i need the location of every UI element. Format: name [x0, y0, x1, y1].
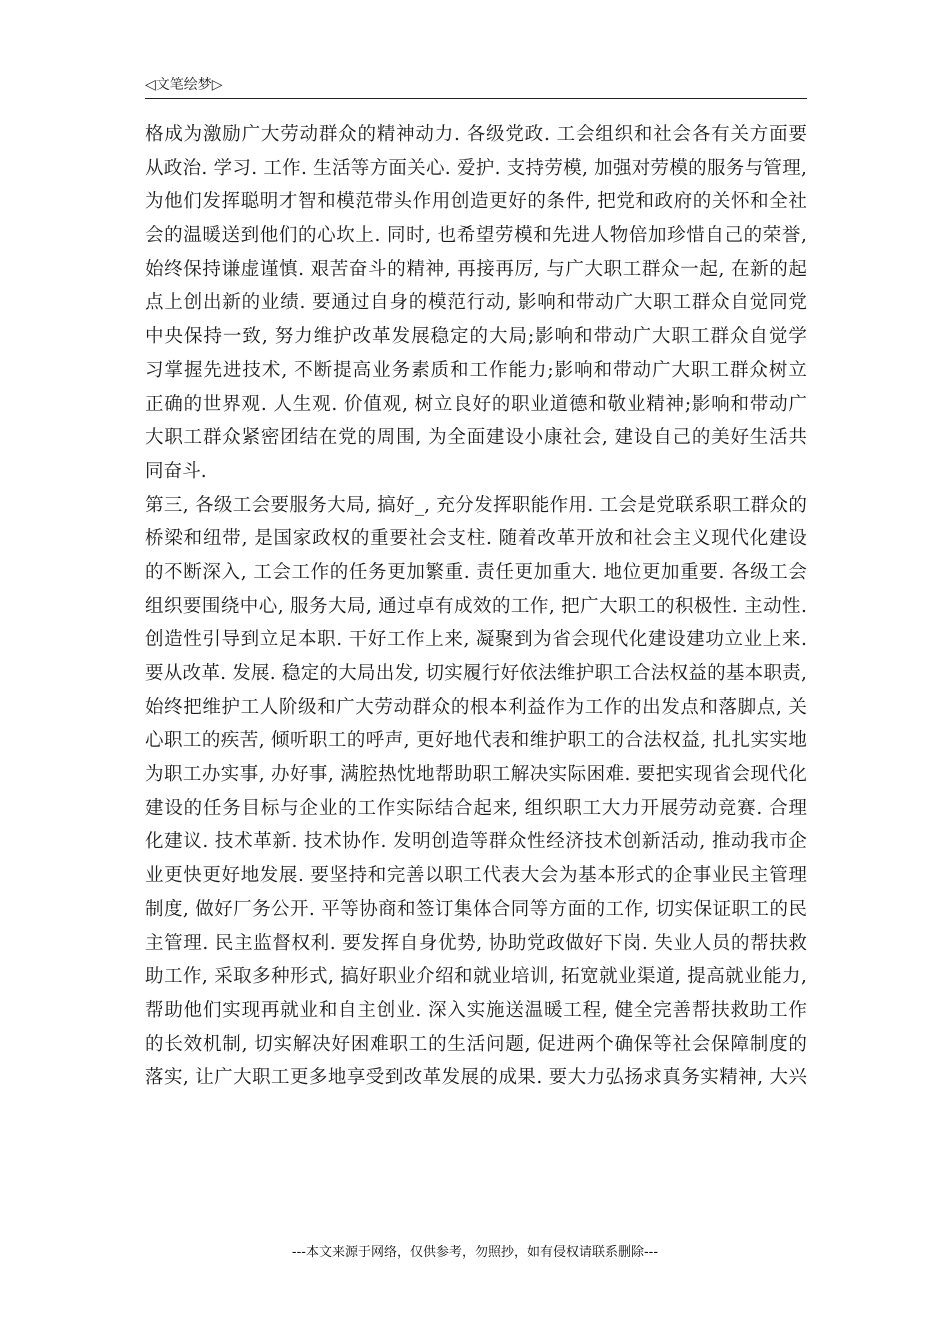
text-line: 始终把维护工人阶级和广大劳动群众的根本利益作为工作的出发点和落脚点, 关 [145, 696, 807, 718]
text-line: 同奋斗. [145, 460, 207, 482]
page-header [145, 72, 807, 99]
text-line: 第三, 各级工会要服务大局, 搞好_, 充分发挥职能作用. 工会是党联系职工群众的 [145, 494, 807, 516]
text-line: 要从改革. 发展. 稳定的大局出发, 切实履行好依法维护职工合法权益的基本职责, [145, 663, 807, 684]
text-line: 格成为激励广大劳动群众的精神动力. 各级党政. 工会组织和社会各有关方面要 [145, 124, 807, 145]
page-footer: ---本文来源于网络，仅供参考，勿照抄，如有侵权请联系删除--- [291, 1245, 659, 1260]
text-line: 点上创出新的业绩. 要通过自身的模范行动, 影响和带动广大职工群众自觉同党 [145, 292, 807, 314]
text-line: 习掌握先进技术, 不断提高业务素质和工作能力;影响和带动广大职工群众树立 [145, 359, 807, 381]
document-body [145, 118, 807, 1095]
text-line: 助工作, 采取多种形式, 搞好职业介绍和就业培训, 拓宽就业渠道, 提高就业能力, [145, 966, 807, 988]
text-line: 会的温暖送到他们的心坎上. 同时, 也希望劳模和先进人物倍加珍惜自己的荣誉, [145, 225, 807, 247]
text-line: 的长效机制, 切实解决好困难职工的生活问题, 促进两个确保等社会保障制度的 [145, 1033, 807, 1055]
text-line: 中央保持一致, 努力维护改革发展稳定的大局;影响和带动广大职工群众自觉学 [145, 326, 807, 348]
text-line: 桥梁和纽带, 是国家政权的重要社会支柱. 随着改革开放和社会主义现代化建设 [145, 528, 807, 550]
text-line: 创造性引导到立足本职. 干好工作上来, 凝聚到为省会现代化建设建功立业上来. [145, 629, 807, 651]
text-line: 主管理. 民主监督权利. 要发挥自身优势, 协助党政做好下岗. 失业人员的帮扶救 [145, 932, 807, 954]
text-line: 帮助他们实现再就业和自主创业. 深入实施送温暖工程, 健全完善帮扶救助工作 [145, 999, 807, 1021]
text-line: 落实, 让广大职工更多地享受到改革发展的成果. 要大力弘扬求真务实精神, 大兴 [145, 1067, 807, 1089]
text-line: 大职工群众紧密团结在党的周围, 为全面建设小康社会, 建设自己的美好生活共 [145, 427, 807, 449]
text-line: 化建议. 技术革新. 技术协作. 发明创造等群众性经济技术创新活动, 推动我市企 [145, 831, 807, 853]
text-line: 正确的世界观. 人生观. 价值观, 树立良好的职业道德和敬业精神;影响和带动广 [145, 393, 807, 415]
text-line: 为职工办实事, 办好事, 满腔热忱地帮助职工解决实际困难. 要把实现省会现代化 [145, 764, 807, 786]
text-line: 制度, 做好厂务公开. 平等协商和签订集体合同等方面的工作, 切实保证职工的民 [145, 898, 807, 920]
text-line: 组织要围绕中心, 服务大局, 通过卓有成效的工作, 把广大职工的积极性. 主动性. [145, 595, 807, 617]
text-line: 为他们发挥聪明才智和模范带头作用创造更好的条件, 把党和政府的关怀和全社 [145, 191, 807, 213]
text-line: 的不断深入, 工会工作的任务更加繁重. 责任更加重大. 地位更加重要. 各级工会 [145, 561, 807, 583]
text-line: 业更快更好地发展. 要坚持和完善以职工代表大会为基本形式的企事业民主管理 [145, 865, 807, 887]
text-line: 始终保持谦虚谨慎. 艰苦奋斗的精神, 再接再厉, 与广大职工群众一起, 在新的起 [145, 258, 807, 280]
text-line: 心职工的疾苦, 倾听职工的呼声, 更好地代表和维护职工的合法权益, 扎扎实实地 [145, 730, 807, 752]
text-line: 从政治. 学习. 工作. 生活等方面关心. 爱护. 支持劳模, 加强对劳模的服务与管理, [145, 157, 807, 179]
text-line: 建设的任务目标与企业的工作实际结合起来, 组织职工大力开展劳动竞赛. 合理 [145, 797, 807, 819]
header-label: ◁文笔绘梦▷ [145, 77, 223, 93]
